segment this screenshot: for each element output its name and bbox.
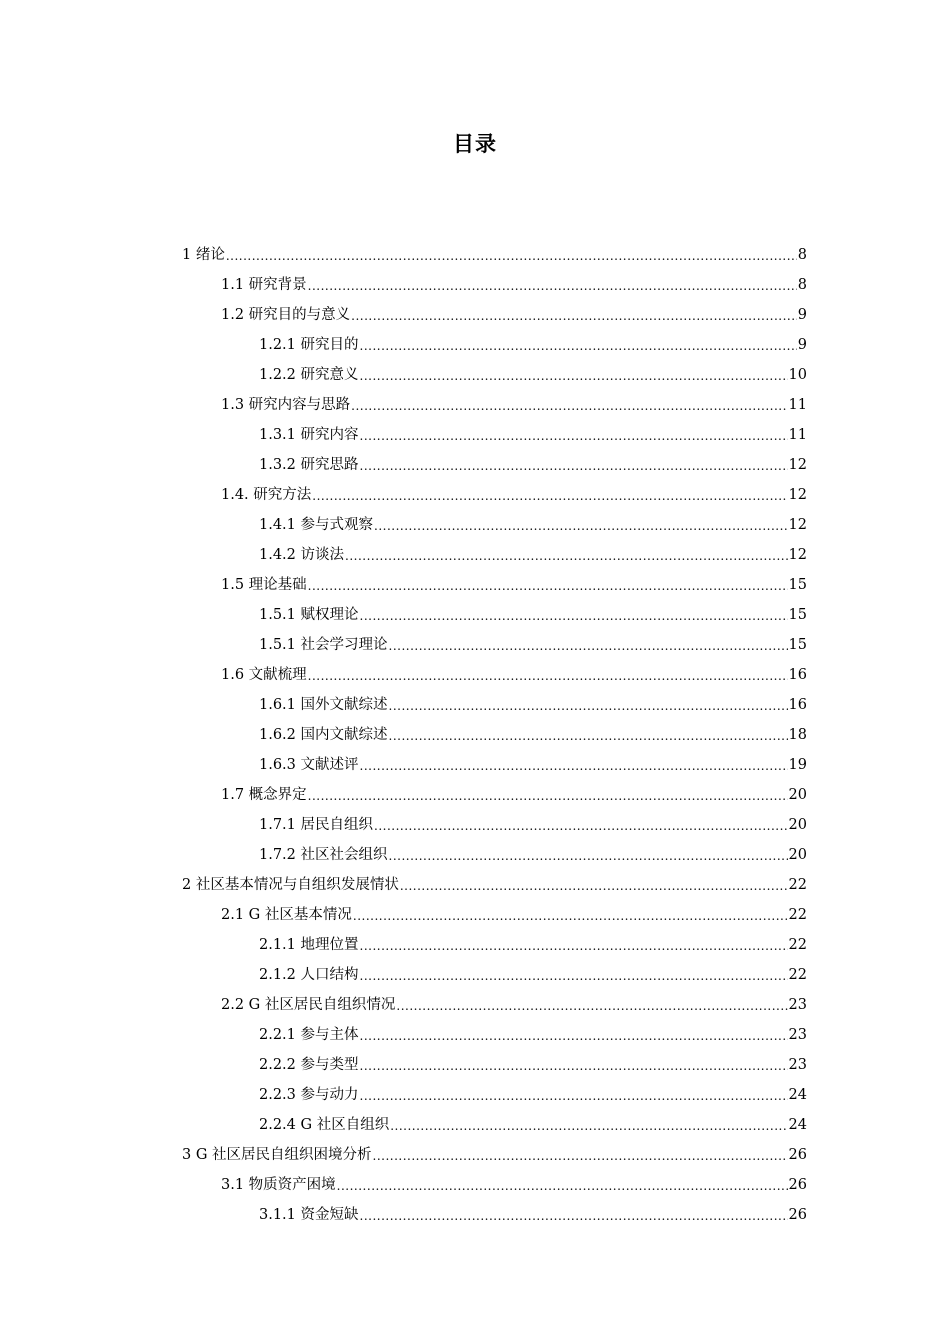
toc-dot-leader <box>360 331 797 361</box>
toc-entry[interactable] <box>182 1080 807 1110</box>
toc-dot-leader <box>351 391 787 421</box>
toc-entry-page-number: 23 <box>788 1027 807 1043</box>
toc-entry[interactable] <box>182 930 807 960</box>
toc-dot-leader <box>308 571 788 601</box>
toc-entry[interactable] <box>182 1200 807 1230</box>
toc-entry[interactable] <box>182 1170 807 1200</box>
toc-entry-label: 3.1.1 资金短缺 <box>259 1207 359 1223</box>
toc-entry-label: 3.1 物质资产困境 <box>221 1177 336 1193</box>
toc-entry-page-number: 22 <box>788 937 807 953</box>
toc-entry[interactable] <box>182 840 807 870</box>
toc-entry-page-number: 26 <box>788 1207 807 1223</box>
toc-entry[interactable] <box>182 420 807 450</box>
toc-entry[interactable] <box>182 630 807 660</box>
toc-entry[interactable] <box>182 390 807 420</box>
toc-entry-label: 1.5.1 赋权理论 <box>259 607 359 623</box>
toc-entry-label: 2.2.1 参与主体 <box>259 1027 359 1043</box>
toc-entry-label: 1.4.2 访谈法 <box>259 547 345 563</box>
toc-entry-page-number: 22 <box>788 967 807 983</box>
toc-entry-page-number: 11 <box>788 397 807 413</box>
toc-entry-page-number: 15 <box>788 607 807 623</box>
toc-entry-label: 1.2 研究目的与意义 <box>221 307 351 323</box>
toc-dot-leader <box>351 301 797 331</box>
toc-entry[interactable] <box>182 1050 807 1080</box>
toc-entry[interactable] <box>182 690 807 720</box>
toc-entry[interactable] <box>182 960 807 990</box>
toc-entry-label: 1.6 文献梳理 <box>221 667 307 683</box>
toc-dot-leader <box>389 691 788 721</box>
toc-entry-label: 1.3.1 研究内容 <box>259 427 359 443</box>
toc-entry[interactable] <box>182 660 807 690</box>
toc-entry[interactable] <box>182 300 807 330</box>
toc-entry-page-number: 9 <box>797 337 807 353</box>
toc-entry-page-number: 20 <box>788 787 807 803</box>
toc-entry-label: 1.5.1 社会学习理论 <box>259 637 388 653</box>
toc-entry[interactable] <box>182 1140 807 1170</box>
toc-entry-label: 1.1 研究背景 <box>221 277 307 293</box>
toc-entry-label: 1.4. 研究方法 <box>221 487 312 503</box>
toc-entry[interactable] <box>182 480 807 510</box>
toc-entry-label: 1.2.2 研究意义 <box>259 367 359 383</box>
toc-entry[interactable] <box>182 450 807 480</box>
toc-dot-leader <box>373 1141 788 1171</box>
toc-entry-page-number: 12 <box>788 457 807 473</box>
toc-dot-leader <box>360 421 788 451</box>
toc-entry-label: 1.7.2 社区社会组织 <box>259 847 388 863</box>
toc-dot-leader <box>389 631 788 661</box>
toc-dot-leader <box>360 931 788 961</box>
toc-entry-page-number: 12 <box>788 547 807 563</box>
toc-dot-leader <box>226 241 797 271</box>
toc-entry-page-number: 23 <box>788 997 807 1013</box>
toc-dot-leader <box>360 961 788 991</box>
toc-entry-label: 2.2.4 G 社区自组织 <box>259 1117 390 1133</box>
toc-entry[interactable] <box>182 570 807 600</box>
toc-entry[interactable] <box>182 510 807 540</box>
toc-entry[interactable] <box>182 750 807 780</box>
toc-dot-leader <box>337 1171 788 1201</box>
toc-entry-page-number: 23 <box>788 1057 807 1073</box>
toc-entry-page-number: 9 <box>797 307 807 323</box>
toc-entry[interactable] <box>182 900 807 930</box>
toc-entry-page-number: 22 <box>788 877 807 893</box>
toc-entry-page-number: 8 <box>797 277 807 293</box>
toc-dot-leader <box>353 901 788 931</box>
table-of-contents <box>182 240 807 1230</box>
toc-dot-leader <box>360 361 788 391</box>
toc-entry[interactable] <box>182 360 807 390</box>
toc-entry-page-number: 20 <box>788 817 807 833</box>
toc-entry[interactable] <box>182 870 807 900</box>
toc-entry-page-number: 11 <box>788 427 807 443</box>
toc-entry[interactable] <box>182 240 807 270</box>
toc-entry-label: 1.5 理论基础 <box>221 577 307 593</box>
toc-entry-label: 3 G 社区居民自组织困境分析 <box>182 1147 372 1163</box>
toc-entry-page-number: 12 <box>788 517 807 533</box>
toc-entry-label: 1.2.1 研究目的 <box>259 337 359 353</box>
toc-entry-label: 1.6.2 国内文献综述 <box>259 727 388 743</box>
toc-entry-page-number: 15 <box>788 637 807 653</box>
toc-entry[interactable] <box>182 1020 807 1050</box>
toc-entry-label: 1.6.3 文献述评 <box>259 757 359 773</box>
toc-entry[interactable] <box>182 540 807 570</box>
toc-entry-page-number: 26 <box>788 1177 807 1193</box>
toc-entry-page-number: 16 <box>788 697 807 713</box>
toc-entry-label: 2 社区基本情况与自组织发展情状 <box>182 877 399 893</box>
toc-entry-page-number: 16 <box>788 667 807 683</box>
toc-entry-page-number: 8 <box>797 247 807 263</box>
toc-dot-leader <box>345 541 788 571</box>
toc-dot-leader <box>308 661 788 691</box>
toc-entry-label: 1.7.1 居民自组织 <box>259 817 374 833</box>
toc-entry-page-number: 24 <box>788 1087 807 1103</box>
toc-entry-label: 1.3 研究内容与思路 <box>221 397 351 413</box>
toc-dot-leader <box>389 721 788 751</box>
toc-dot-leader <box>396 991 787 1021</box>
toc-entry-page-number: 18 <box>788 727 807 743</box>
toc-entry-label: 2.2.2 参与类型 <box>259 1057 359 1073</box>
toc-entry[interactable] <box>182 990 807 1020</box>
toc-dot-leader <box>360 451 788 481</box>
toc-entry[interactable] <box>182 600 807 630</box>
toc-entry-page-number: 19 <box>788 757 807 773</box>
toc-dot-leader <box>360 1081 788 1111</box>
toc-entry[interactable] <box>182 720 807 750</box>
toc-entry-label: 1.3.2 研究思路 <box>259 457 359 473</box>
toc-entry-page-number: 12 <box>788 487 807 503</box>
toc-dot-leader <box>389 841 788 871</box>
toc-dot-leader <box>360 1051 788 1081</box>
toc-entry-label: 2.1.1 地理位置 <box>259 937 359 953</box>
toc-dot-leader <box>308 781 788 811</box>
toc-entry-label: 2.2 G 社区居民自组织情况 <box>221 997 396 1013</box>
toc-dot-leader <box>360 1021 788 1051</box>
toc-entry-page-number: 24 <box>788 1117 807 1133</box>
toc-dot-leader <box>374 811 788 841</box>
toc-entry-label: 1 绪论 <box>182 247 225 263</box>
toc-dot-leader <box>308 271 797 301</box>
toc-title: 目录 <box>453 132 497 156</box>
toc-entry-label: 2.2.3 参与动力 <box>259 1087 359 1103</box>
toc-entry-label: 1.4.1 参与式观察 <box>259 517 374 533</box>
toc-dot-leader <box>312 481 787 511</box>
toc-entry-page-number: 26 <box>788 1147 807 1163</box>
toc-dot-leader <box>360 1201 788 1231</box>
toc-dot-leader <box>400 871 788 901</box>
toc-entry-page-number: 22 <box>788 907 807 923</box>
toc-entry-label: 1.6.1 国外文献综述 <box>259 697 388 713</box>
toc-dot-leader <box>360 601 788 631</box>
toc-entry-label: 2.1.2 人口结构 <box>259 967 359 983</box>
toc-dot-leader <box>360 751 788 781</box>
toc-entry[interactable] <box>182 330 807 360</box>
toc-entry[interactable] <box>182 810 807 840</box>
toc-entry[interactable] <box>182 270 807 300</box>
toc-entry-page-number: 10 <box>788 367 807 383</box>
toc-entry[interactable] <box>182 780 807 810</box>
toc-entry-label: 1.7 概念界定 <box>221 787 307 803</box>
toc-entry-page-number: 15 <box>788 577 807 593</box>
toc-entry-page-number: 20 <box>788 847 807 863</box>
toc-entry-label: 2.1 G 社区基本情况 <box>221 907 352 923</box>
toc-dot-leader <box>374 511 788 541</box>
toc-entry[interactable] <box>182 1110 807 1140</box>
toc-dot-leader <box>390 1111 787 1141</box>
